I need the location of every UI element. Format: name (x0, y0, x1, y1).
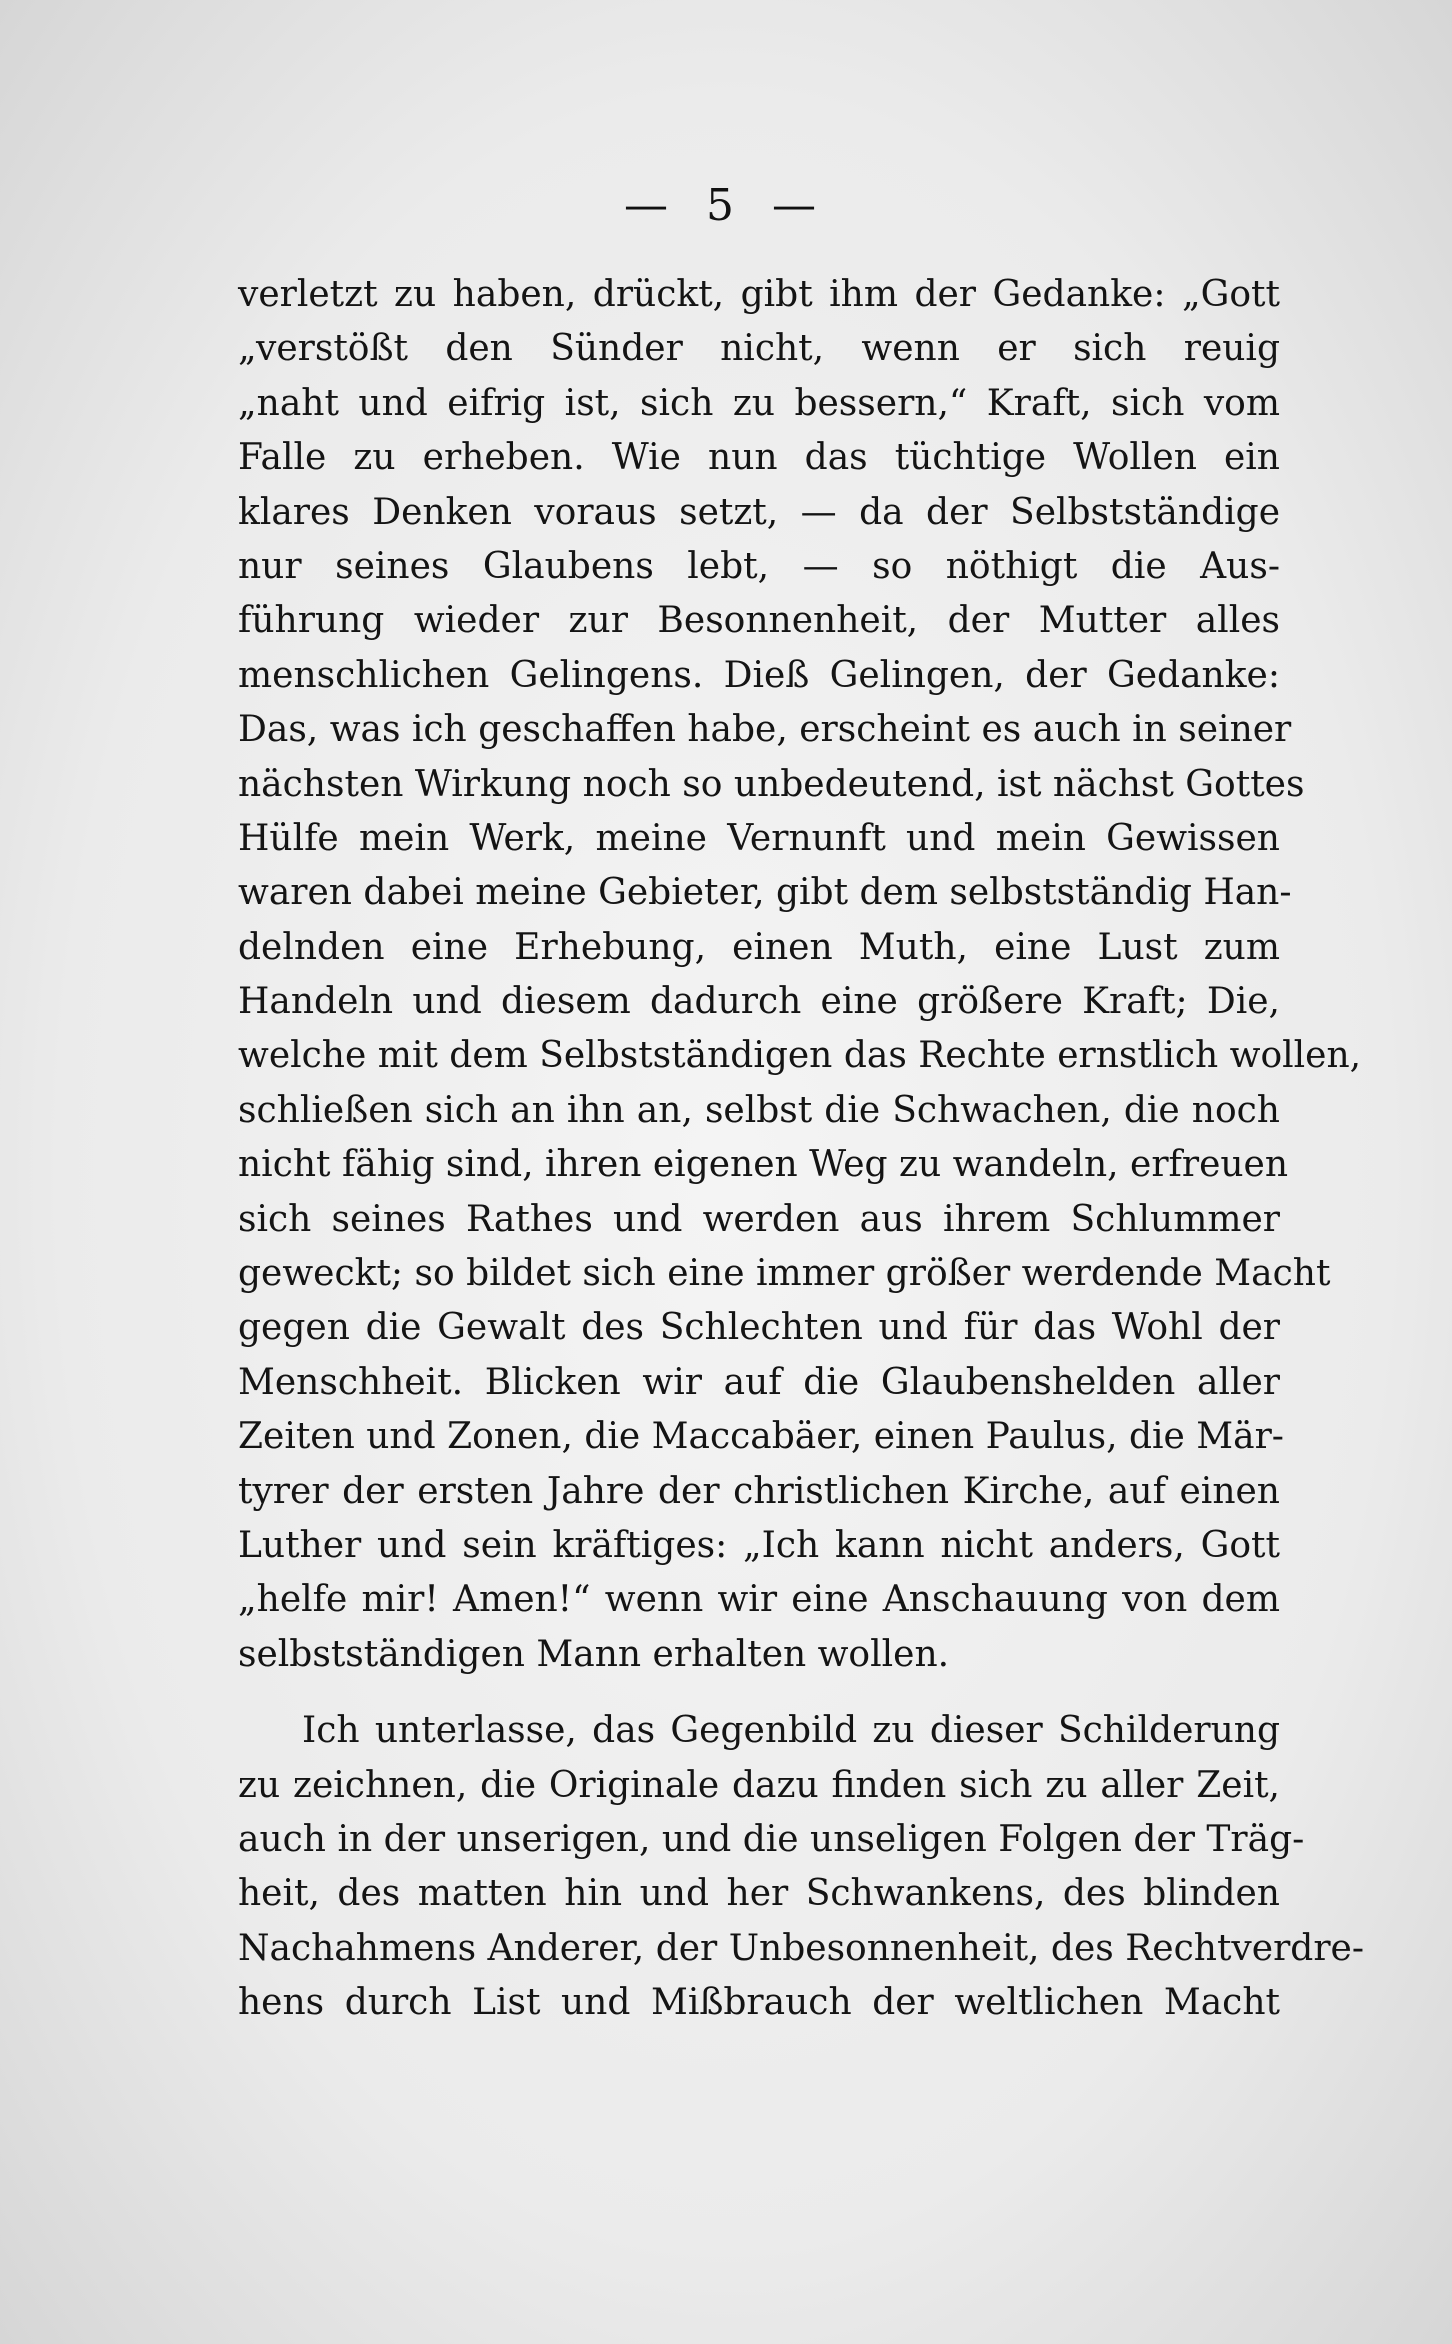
text-line: Hülfe mein Werk, meine Vernunft und mein Gewissen (238, 817, 1280, 859)
text-line: gegen die Gewalt des Schlechten und für das Wohl der (238, 1307, 1280, 1349)
text-line: geweckt; so bildet sich eine immer größer werdende Macht (238, 1253, 1331, 1295)
text-line: selbstständigen Mann erhalten wollen. (238, 1633, 950, 1675)
text-line: tyrer der ersten Jahre der christlichen Kirche, auf einen (238, 1470, 1280, 1512)
paragraph-2 (238, 1704, 1365, 2030)
text-line: Das, was ich geschaffen habe, erscheint es auch in seiner (238, 709, 1292, 751)
text-line: menschlichen Gelingens. Dieß Gelingen, der Gedanke: (238, 654, 1280, 696)
text-line: „helfe mir! Amen!“ wenn wir eine Anschauung von dem (238, 1579, 1280, 1621)
body-text (238, 268, 1365, 2031)
paragraph-1 (238, 268, 1362, 1682)
text-line: auch in der unserigen, und die unseligen Folgen der Träg- (238, 1818, 1305, 1860)
text-line: Nachahmens Anderer, der Unbesonnenheit, des Rechtverdre- (238, 1927, 1365, 1969)
text-line: „verstößt den Sünder nicht, wenn er sich reuig (238, 328, 1280, 370)
text-line: nur seines Glaubens lebt, — so nöthigt die Aus- (238, 545, 1280, 587)
text-line: Luther und sein kräftiges: „Ich kann nicht anders, Gott (238, 1524, 1280, 1566)
text-line: führung wieder zur Besonnenheit, der Mutter alles (238, 600, 1280, 642)
text-line: Falle zu erheben. Wie nun das tüchtige Wollen ein (238, 437, 1280, 479)
page-number: — 5 — (624, 180, 828, 231)
text-line: schließen sich an ihn an, selbst die Schwachen, die noch (238, 1089, 1280, 1131)
text-line: welche mit dem Selbstständigen das Rechte ernstlich wollen, (238, 1035, 1362, 1077)
text-line: klares Denken voraus setzt, — da der Selbstständige (238, 491, 1280, 533)
text-line: nicht fähig sind, ihren eigenen Weg zu wandeln, erfreuen (238, 1144, 1289, 1186)
text-line: „naht und eifrig ist, sich zu bessern,“ Kraft, sich vom (238, 382, 1280, 424)
text-line: heit, des matten hin und her Schwankens, des blinden (238, 1873, 1280, 1915)
text-line: hens durch List und Mißbrauch der weltlichen Macht (238, 1982, 1280, 2024)
text-line: verletzt zu haben, drückt, gibt ihm der Gedanke: „Gott (238, 274, 1280, 315)
text-line: Handeln und diesem dadurch eine größere Kraft; Die, (238, 981, 1280, 1023)
text-line: Menschheit. Blicken wir auf die Glaubenshelden aller (238, 1361, 1280, 1403)
text-line: nächsten Wirkung noch so unbedeutend, ist nächst Gottes (238, 763, 1305, 805)
text-line: waren dabei meine Gebieter, gibt dem selbstständig Han- (238, 872, 1292, 914)
text-line: Ich unterlasse, das Gegenbild zu dieser Schilderung (302, 1710, 1280, 1752)
text-line: zu zeichnen, die Originale dazu finden sich zu aller Zeit, (238, 1764, 1280, 1806)
text-line: delnden eine Erhebung, einen Muth, eine Lust zum (238, 926, 1280, 968)
text-line: Zeiten und Zonen, die Maccabäer, einen Paulus, die Mär- (238, 1416, 1284, 1458)
text-line: sich seines Rathes und werden aus ihrem Schlummer (238, 1198, 1280, 1240)
